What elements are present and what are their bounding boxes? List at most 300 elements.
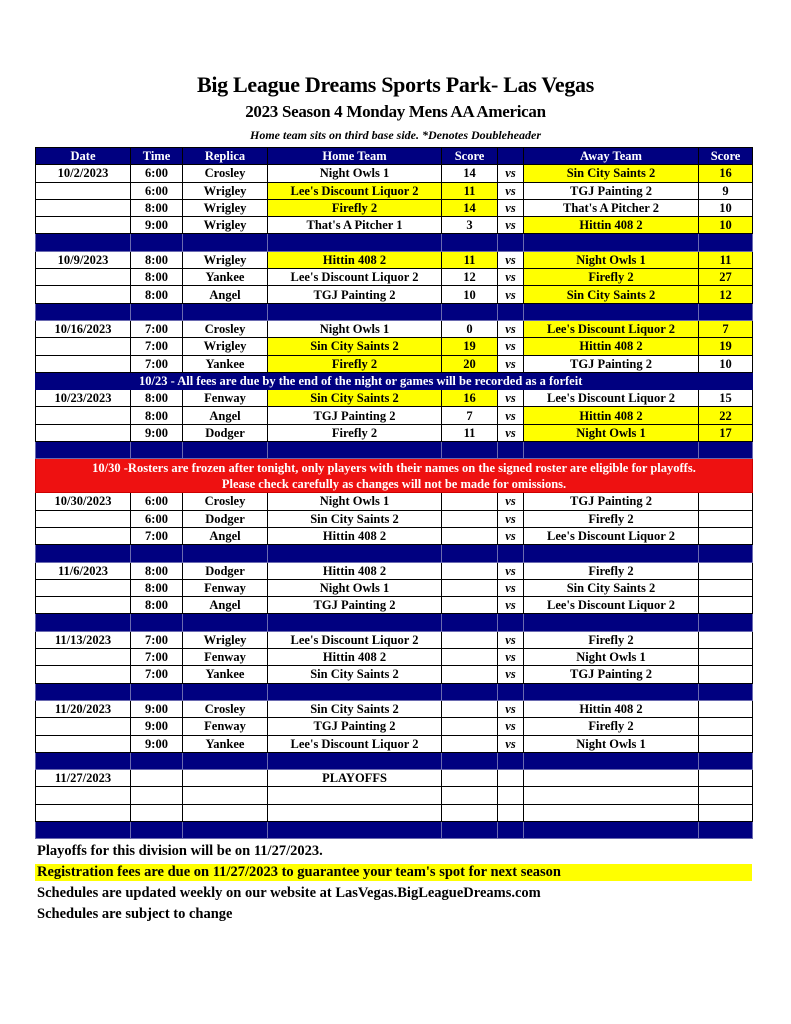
separator-row	[36, 614, 753, 631]
home-team-cell: TGJ Painting 2	[268, 597, 442, 614]
separator-cell	[442, 545, 498, 562]
away-score-cell: 9	[699, 182, 753, 199]
vs-cell: vs	[498, 631, 524, 648]
game-row	[36, 320, 753, 337]
notice-blank-cell	[36, 372, 131, 389]
home-team-cell: Lee's Discount Liquor 2	[268, 631, 442, 648]
separator-cell	[183, 752, 268, 769]
home-score-cell: 0	[442, 320, 498, 337]
replica-field-cell: Angel	[183, 407, 268, 424]
separator-cell	[183, 614, 268, 631]
replica-field-cell: Fenway	[183, 649, 268, 666]
separator-cell	[36, 442, 131, 459]
time-cell	[131, 787, 183, 804]
game-row	[36, 700, 753, 717]
date-cell: 10/2/2023	[36, 165, 131, 182]
separator-cell	[699, 821, 753, 838]
home-score-cell	[442, 649, 498, 666]
vs-cell: vs	[498, 338, 524, 355]
away-team-cell: TGJ Painting 2	[524, 182, 699, 199]
home-score-cell: 11	[442, 251, 498, 268]
date-cell	[36, 649, 131, 666]
home-score-cell: 14	[442, 165, 498, 182]
separator-cell	[524, 234, 699, 251]
home-team-cell: Hittin 408 2	[268, 251, 442, 268]
home-team-cell: Hittin 408 2	[268, 649, 442, 666]
vs-cell: vs	[498, 666, 524, 683]
separator-cell	[268, 442, 442, 459]
home-team-cell: Night Owls 1	[268, 579, 442, 596]
away-team-cell: Lee's Discount Liquor 2	[524, 527, 699, 544]
away-team-cell: Firefly 2	[524, 562, 699, 579]
separator-cell	[442, 683, 498, 700]
replica-field-cell: Angel	[183, 597, 268, 614]
home-team-cell: PLAYOFFS	[268, 770, 442, 787]
game-row	[36, 649, 753, 666]
vs-cell: vs	[498, 718, 524, 735]
home-team-cell: Hittin 408 2	[268, 562, 442, 579]
home-score-cell	[442, 735, 498, 752]
game-row	[36, 510, 753, 527]
vs-cell: vs	[498, 510, 524, 527]
separator-row	[36, 821, 753, 838]
away-score-cell	[699, 631, 753, 648]
date-cell: 11/27/2023	[36, 770, 131, 787]
replica-field-cell: Dodger	[183, 510, 268, 527]
home-score-cell	[442, 597, 498, 614]
away-score-cell	[699, 493, 753, 510]
separator-cell	[36, 752, 131, 769]
away-team-cell: Sin City Saints 2	[524, 579, 699, 596]
away-score-cell	[699, 700, 753, 717]
away-team-cell: Night Owls 1	[524, 649, 699, 666]
roster-alert-line: Please check carefully as changes will not be made for omissions.	[221, 476, 567, 491]
col-header-away-team: Away Team	[524, 148, 699, 165]
home-score-cell	[442, 527, 498, 544]
separator-cell	[268, 614, 442, 631]
time-cell: 7:00	[131, 631, 183, 648]
separator-cell	[268, 821, 442, 838]
vs-cell	[498, 770, 524, 787]
home-team-cell: Firefly 2	[268, 355, 442, 372]
home-team-cell: Sin City Saints 2	[268, 390, 442, 407]
separator-cell	[183, 303, 268, 320]
separator-cell	[524, 545, 699, 562]
replica-field-cell: Wrigley	[183, 199, 268, 216]
game-row	[36, 579, 753, 596]
time-cell: 7:00	[131, 649, 183, 666]
separator-row	[36, 442, 753, 459]
roster-alert-line: 10/30 -Rosters are frozen after tonight, only players with their names on the signed roster are eligible for playoffs.	[92, 460, 696, 475]
separator-row	[36, 545, 753, 562]
separator-cell	[498, 683, 524, 700]
home-score-cell	[442, 770, 498, 787]
away-score-cell: 15	[699, 390, 753, 407]
home-team-cell: TGJ Painting 2	[268, 286, 442, 303]
away-team-cell: Firefly 2	[524, 631, 699, 648]
game-row	[36, 770, 753, 787]
vs-cell: vs	[498, 217, 524, 234]
vs-cell: vs	[498, 251, 524, 268]
time-cell: 9:00	[131, 735, 183, 752]
time-cell: 6:00	[131, 165, 183, 182]
home-team-cell: Night Owls 1	[268, 493, 442, 510]
home-team-cell	[268, 787, 442, 804]
separator-cell	[498, 545, 524, 562]
replica-field-cell: Wrigley	[183, 182, 268, 199]
separator-cell	[498, 234, 524, 251]
replica-field-cell: Yankee	[183, 735, 268, 752]
away-team-cell: Night Owls 1	[524, 251, 699, 268]
home-team-cell: Hittin 408 2	[268, 527, 442, 544]
date-cell	[36, 407, 131, 424]
home-score-cell	[442, 700, 498, 717]
time-cell: 8:00	[131, 199, 183, 216]
separator-cell	[442, 234, 498, 251]
away-score-cell	[699, 787, 753, 804]
home-score-cell: 10	[442, 286, 498, 303]
away-score-cell: 22	[699, 407, 753, 424]
vs-cell: vs	[498, 700, 524, 717]
separator-cell	[699, 545, 753, 562]
separator-row	[36, 683, 753, 700]
table-header-row	[36, 148, 753, 165]
separator-cell	[131, 303, 183, 320]
replica-field-cell: Angel	[183, 527, 268, 544]
replica-field-cell	[183, 804, 268, 821]
date-cell: 11/6/2023	[36, 562, 131, 579]
time-cell: 7:00	[131, 355, 183, 372]
game-row	[36, 165, 753, 182]
home-score-cell	[442, 631, 498, 648]
replica-field-cell: Wrigley	[183, 251, 268, 268]
date-cell: 10/23/2023	[36, 390, 131, 407]
game-row	[36, 286, 753, 303]
date-cell	[36, 199, 131, 216]
separator-cell	[442, 752, 498, 769]
col-header-away-score: Score	[699, 148, 753, 165]
separator-cell	[524, 821, 699, 838]
time-cell: 8:00	[131, 390, 183, 407]
separator-cell	[442, 821, 498, 838]
separator-cell	[498, 614, 524, 631]
col-header-home-team: Home Team	[268, 148, 442, 165]
away-team-cell: Sin City Saints 2	[524, 286, 699, 303]
separator-cell	[699, 614, 753, 631]
separator-cell	[699, 442, 753, 459]
away-score-cell: 16	[699, 165, 753, 182]
time-cell: 8:00	[131, 562, 183, 579]
away-team-cell: Hittin 408 2	[524, 338, 699, 355]
separator-cell	[183, 545, 268, 562]
away-team-cell	[524, 787, 699, 804]
home-team-cell: That's A Pitcher 1	[268, 217, 442, 234]
vs-cell	[498, 787, 524, 804]
home-score-cell: 7	[442, 407, 498, 424]
replica-field-cell: Yankee	[183, 666, 268, 683]
time-cell: 9:00	[131, 700, 183, 717]
separator-cell	[268, 234, 442, 251]
home-team-cell: Lee's Discount Liquor 2	[268, 735, 442, 752]
away-score-cell	[699, 510, 753, 527]
time-cell: 6:00	[131, 493, 183, 510]
time-cell	[131, 770, 183, 787]
away-team-cell: Hittin 408 2	[524, 407, 699, 424]
away-team-cell: TGJ Painting 2	[524, 666, 699, 683]
home-score-cell: 19	[442, 338, 498, 355]
away-score-cell: 19	[699, 338, 753, 355]
home-team-cell: Lee's Discount Liquor 2	[268, 269, 442, 286]
replica-field-cell: Angel	[183, 286, 268, 303]
away-team-cell: Lee's Discount Liquor 2	[524, 390, 699, 407]
separator-cell	[524, 442, 699, 459]
home-team-cell: Firefly 2	[268, 199, 442, 216]
date-cell	[36, 424, 131, 441]
away-team-cell: Firefly 2	[524, 269, 699, 286]
fee-notice-text: 10/23 - All fees are due by the end of the night or games will be recorded as a forfeit	[131, 372, 753, 389]
date-cell	[36, 217, 131, 234]
separator-cell	[442, 303, 498, 320]
away-score-cell	[699, 770, 753, 787]
separator-cell	[131, 614, 183, 631]
game-row	[36, 631, 753, 648]
separator-cell	[183, 821, 268, 838]
replica-field-cell: Crosley	[183, 700, 268, 717]
vs-cell: vs	[498, 355, 524, 372]
replica-field-cell	[183, 787, 268, 804]
separator-cell	[131, 752, 183, 769]
away-score-cell: 27	[699, 269, 753, 286]
separator-cell	[131, 683, 183, 700]
date-cell	[36, 804, 131, 821]
date-cell	[36, 597, 131, 614]
away-score-cell	[699, 579, 753, 596]
home-score-cell: 11	[442, 424, 498, 441]
time-cell: 7:00	[131, 320, 183, 337]
home-score-cell: 16	[442, 390, 498, 407]
home-team-cell: Night Owls 1	[268, 165, 442, 182]
replica-field-cell: Yankee	[183, 355, 268, 372]
separator-row	[36, 234, 753, 251]
replica-field-cell: Fenway	[183, 718, 268, 735]
home-score-cell	[442, 804, 498, 821]
league-subtitle: 2023 Season 4 Monday Mens AA American	[245, 102, 546, 121]
separator-cell	[442, 614, 498, 631]
separator-cell	[131, 442, 183, 459]
replica-field-cell: Wrigley	[183, 217, 268, 234]
game-row	[36, 597, 753, 614]
home-team-cell: Sin City Saints 2	[268, 700, 442, 717]
vs-cell: vs	[498, 286, 524, 303]
registration-note: Registration fees are due on 11/27/2023 to guarantee your team's spot for next season	[35, 864, 752, 881]
separator-cell	[268, 303, 442, 320]
away-score-cell	[699, 666, 753, 683]
replica-field-cell: Fenway	[183, 390, 268, 407]
date-cell	[36, 787, 131, 804]
time-cell: 8:00	[131, 597, 183, 614]
away-team-cell: TGJ Painting 2	[524, 493, 699, 510]
vs-cell: vs	[498, 527, 524, 544]
away-score-cell	[699, 804, 753, 821]
separator-cell	[699, 234, 753, 251]
separator-cell	[183, 234, 268, 251]
col-header-vs	[498, 148, 524, 165]
date-cell	[36, 355, 131, 372]
time-cell: 9:00	[131, 217, 183, 234]
date-cell: 10/16/2023	[36, 320, 131, 337]
col-header-date: Date	[36, 148, 131, 165]
game-row	[36, 718, 753, 735]
separator-cell	[699, 303, 753, 320]
away-team-cell: Night Owls 1	[524, 735, 699, 752]
separator-cell	[699, 683, 753, 700]
time-cell: 8:00	[131, 269, 183, 286]
vs-cell: vs	[498, 597, 524, 614]
separator-cell	[36, 683, 131, 700]
col-header-replica: Replica	[183, 148, 268, 165]
date-cell	[36, 718, 131, 735]
time-cell: 9:00	[131, 718, 183, 735]
date-cell	[36, 510, 131, 527]
separator-row	[36, 752, 753, 769]
away-team-cell: Hittin 408 2	[524, 700, 699, 717]
schedule-body	[36, 165, 753, 839]
time-cell: 8:00	[131, 251, 183, 268]
game-row	[36, 787, 753, 804]
replica-field-cell: Dodger	[183, 424, 268, 441]
game-row	[36, 182, 753, 199]
game-row	[36, 217, 753, 234]
date-cell: 10/9/2023	[36, 251, 131, 268]
home-team-note: Home team sits on third base side. *Denotes Doubleheader	[250, 128, 541, 142]
home-score-cell	[442, 562, 498, 579]
time-cell: 6:00	[131, 182, 183, 199]
separator-cell	[183, 442, 268, 459]
home-score-cell: 12	[442, 269, 498, 286]
vs-cell: vs	[498, 320, 524, 337]
away-score-cell	[699, 562, 753, 579]
game-row	[36, 804, 753, 821]
away-score-cell	[699, 735, 753, 752]
away-score-cell	[699, 527, 753, 544]
separator-cell	[498, 752, 524, 769]
away-score-cell: 10	[699, 199, 753, 216]
date-cell: 11/20/2023	[36, 700, 131, 717]
separator-cell	[36, 303, 131, 320]
time-cell: 8:00	[131, 579, 183, 596]
game-row	[36, 666, 753, 683]
home-score-cell: 11	[442, 182, 498, 199]
away-score-cell	[699, 597, 753, 614]
game-row	[36, 424, 753, 441]
away-team-cell	[524, 770, 699, 787]
vs-cell: vs	[498, 182, 524, 199]
time-cell: 6:00	[131, 510, 183, 527]
home-score-cell: 14	[442, 199, 498, 216]
home-team-cell: TGJ Painting 2	[268, 718, 442, 735]
away-team-cell: Firefly 2	[524, 510, 699, 527]
game-row	[36, 355, 753, 372]
vs-cell: vs	[498, 493, 524, 510]
separator-cell	[131, 234, 183, 251]
game-row	[36, 269, 753, 286]
game-row	[36, 562, 753, 579]
replica-field-cell: Yankee	[183, 269, 268, 286]
game-row	[36, 527, 753, 544]
replica-field-cell: Wrigley	[183, 631, 268, 648]
game-row	[36, 493, 753, 510]
separator-cell	[36, 614, 131, 631]
home-team-cell: Lee's Discount Liquor 2	[268, 182, 442, 199]
home-team-cell: Sin City Saints 2	[268, 510, 442, 527]
replica-field-cell	[183, 770, 268, 787]
replica-field-cell: Wrigley	[183, 338, 268, 355]
separator-cell	[699, 752, 753, 769]
away-score-cell: 11	[699, 251, 753, 268]
game-row	[36, 390, 753, 407]
vs-cell: vs	[498, 269, 524, 286]
vs-cell: vs	[498, 424, 524, 441]
separator-cell	[131, 545, 183, 562]
away-team-cell: Lee's Discount Liquor 2	[524, 597, 699, 614]
col-header-home-score: Score	[442, 148, 498, 165]
home-team-cell: Firefly 2	[268, 424, 442, 441]
time-cell: 9:00	[131, 424, 183, 441]
separator-cell	[183, 683, 268, 700]
vs-cell: vs	[498, 199, 524, 216]
date-cell	[36, 286, 131, 303]
time-cell	[131, 804, 183, 821]
vs-cell	[498, 804, 524, 821]
date-cell: 11/13/2023	[36, 631, 131, 648]
home-team-cell: Night Owls 1	[268, 320, 442, 337]
game-row	[36, 199, 753, 216]
date-cell	[36, 666, 131, 683]
home-score-cell: 20	[442, 355, 498, 372]
vs-cell: vs	[498, 735, 524, 752]
separator-cell	[442, 442, 498, 459]
schedule-table	[35, 147, 753, 839]
separator-cell	[268, 752, 442, 769]
home-score-cell	[442, 666, 498, 683]
separator-cell	[498, 821, 524, 838]
col-header-time: Time	[131, 148, 183, 165]
away-score-cell: 17	[699, 424, 753, 441]
playoffs-note: Playoffs for this division will be on 11/27/2023.	[37, 843, 323, 859]
away-score-cell	[699, 649, 753, 666]
away-team-cell: Firefly 2	[524, 718, 699, 735]
vs-cell: vs	[498, 649, 524, 666]
home-score-cell	[442, 579, 498, 596]
date-cell	[36, 269, 131, 286]
time-cell: 7:00	[131, 666, 183, 683]
away-team-cell: Sin City Saints 2	[524, 165, 699, 182]
home-team-cell: Sin City Saints 2	[268, 666, 442, 683]
website-note: Schedules are updated weekly on our website at LasVegas.BigLeagueDreams.com	[37, 885, 541, 901]
away-score-cell: 7	[699, 320, 753, 337]
date-cell	[36, 338, 131, 355]
vs-cell: vs	[498, 165, 524, 182]
away-team-cell: Night Owls 1	[524, 424, 699, 441]
home-team-cell: Sin City Saints 2	[268, 338, 442, 355]
replica-field-cell: Crosley	[183, 320, 268, 337]
vs-cell: vs	[498, 407, 524, 424]
home-score-cell	[442, 718, 498, 735]
date-cell	[36, 579, 131, 596]
separator-cell	[524, 683, 699, 700]
away-team-cell: Lee's Discount Liquor 2	[524, 320, 699, 337]
time-cell: 8:00	[131, 286, 183, 303]
